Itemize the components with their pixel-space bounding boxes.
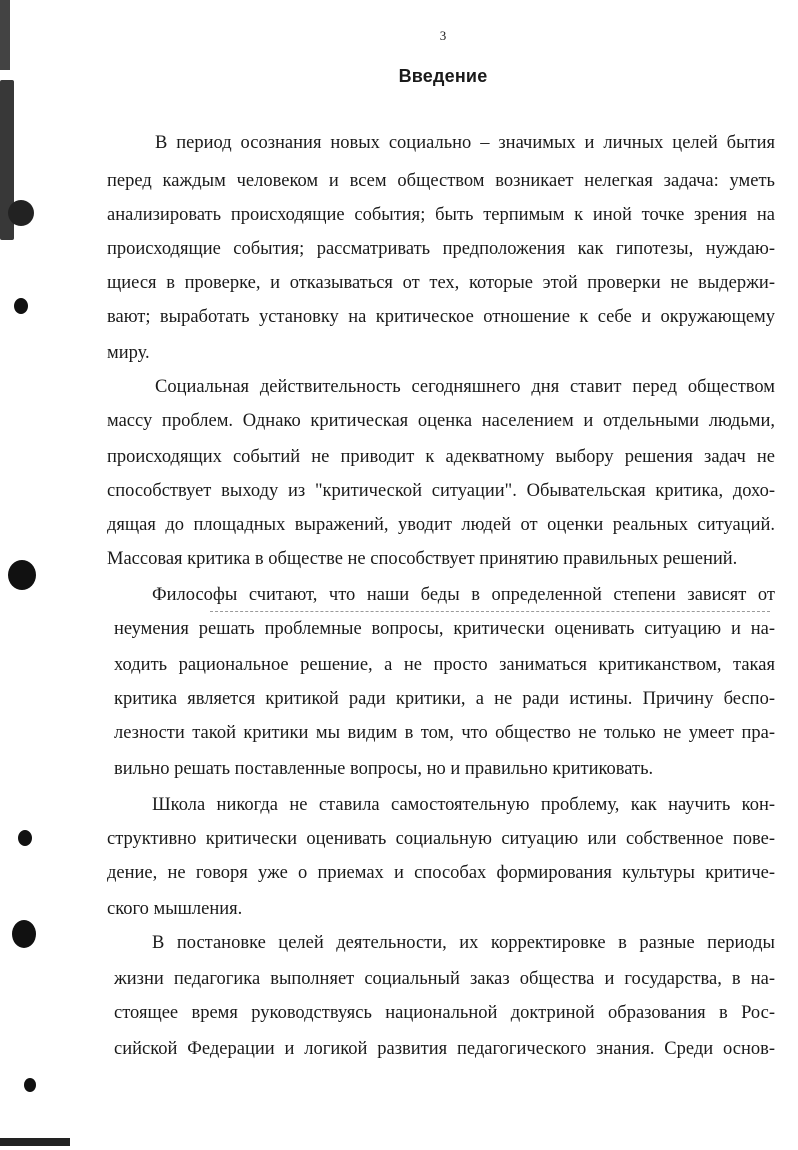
text-line: В постановке целей деятельности, их корректировке в разные периоды	[152, 933, 775, 953]
scan-rule-line	[210, 611, 770, 613]
scan-edge-mark	[8, 200, 34, 226]
punch-hole-mark	[12, 920, 36, 948]
text-line: структивно критически оценивать социальную ситуацию или собственное пове-	[107, 829, 775, 849]
text-line: анализировать происходящие события; быть терпимым к иной точке зрения на	[107, 205, 775, 225]
punch-hole-mark	[18, 830, 32, 846]
text-line: Философы считают, что наши беды в определенной степени зависят от	[152, 585, 775, 605]
text-line: Массовая критика в обществе не способствует принятию правильных решений.	[107, 549, 738, 569]
text-line: вают; выработать установку на критическое отношение к себе и окружающему	[107, 307, 775, 327]
text-line: неумения решать проблемные вопросы, критически оценивать ситуацию и на-	[114, 619, 775, 639]
page-title: Введение	[398, 66, 488, 86]
text-line: стоящее время руководствуясь национальной доктриной образования в Рос-	[114, 1003, 775, 1023]
text-line: жизни педагогика выполняет социальный заказ общества и государства, в на-	[114, 969, 775, 989]
text-line: щиеся в проверке, и отказываться от тех, которые этой проверки не выдержи-	[107, 273, 775, 293]
text-line: дение, не говоря уже о приемах и способах формирования культуры критиче-	[107, 863, 775, 883]
text-line: вильно решать поставленные вопросы, но и правильно критиковать.	[114, 759, 654, 779]
text-line: перед каждым человеком и всем обществом возникает нелегкая задача: уметь	[107, 171, 775, 191]
text-line: ского мышления.	[107, 899, 243, 919]
text-line: ходить рациональное решение, а не просто заниматься критиканством, такая	[114, 655, 775, 675]
text-line: Социальная действительность сегодняшнего дня ставит перед обществом	[155, 377, 775, 397]
text-line: массу проблем. Однако критическая оценка населением и отдельными людьми,	[107, 411, 775, 431]
text-line: способствует выходу из "критической ситуации". Обывательская критика, дохо-	[107, 481, 775, 501]
punch-hole-mark	[24, 1078, 36, 1092]
text-line: Школа никогда не ставила самостоятельную проблему, как научить кон-	[152, 795, 775, 815]
text-line: миру.	[107, 343, 150, 363]
punch-hole-mark	[14, 298, 28, 314]
text-line: лезности такой критики мы видим в том, что общество не только не умеет пра-	[114, 723, 775, 743]
text-line: В период осознания новых социально – значимых и личных целей бытия	[155, 133, 775, 153]
text-line: дящая до площадных выражений, уводит людей от оценки реальных ситуаций.	[107, 515, 775, 535]
text-line: сийской Федерации и логикой развития педагогического знания. Среди основ-	[114, 1039, 775, 1059]
punch-hole-mark	[8, 560, 36, 590]
page-number: 3	[439, 28, 447, 43]
scan-edge-mark	[0, 1138, 70, 1146]
text-line: происходящих событий не приводит к адекватному выбору решения задач не	[107, 447, 775, 467]
text-line: критика является критикой ради критики, а не ради истины. Причину беспо-	[114, 689, 775, 709]
text-line: происходящие события; рассматривать предположения как гипотезы, нуждаю-	[107, 239, 775, 259]
